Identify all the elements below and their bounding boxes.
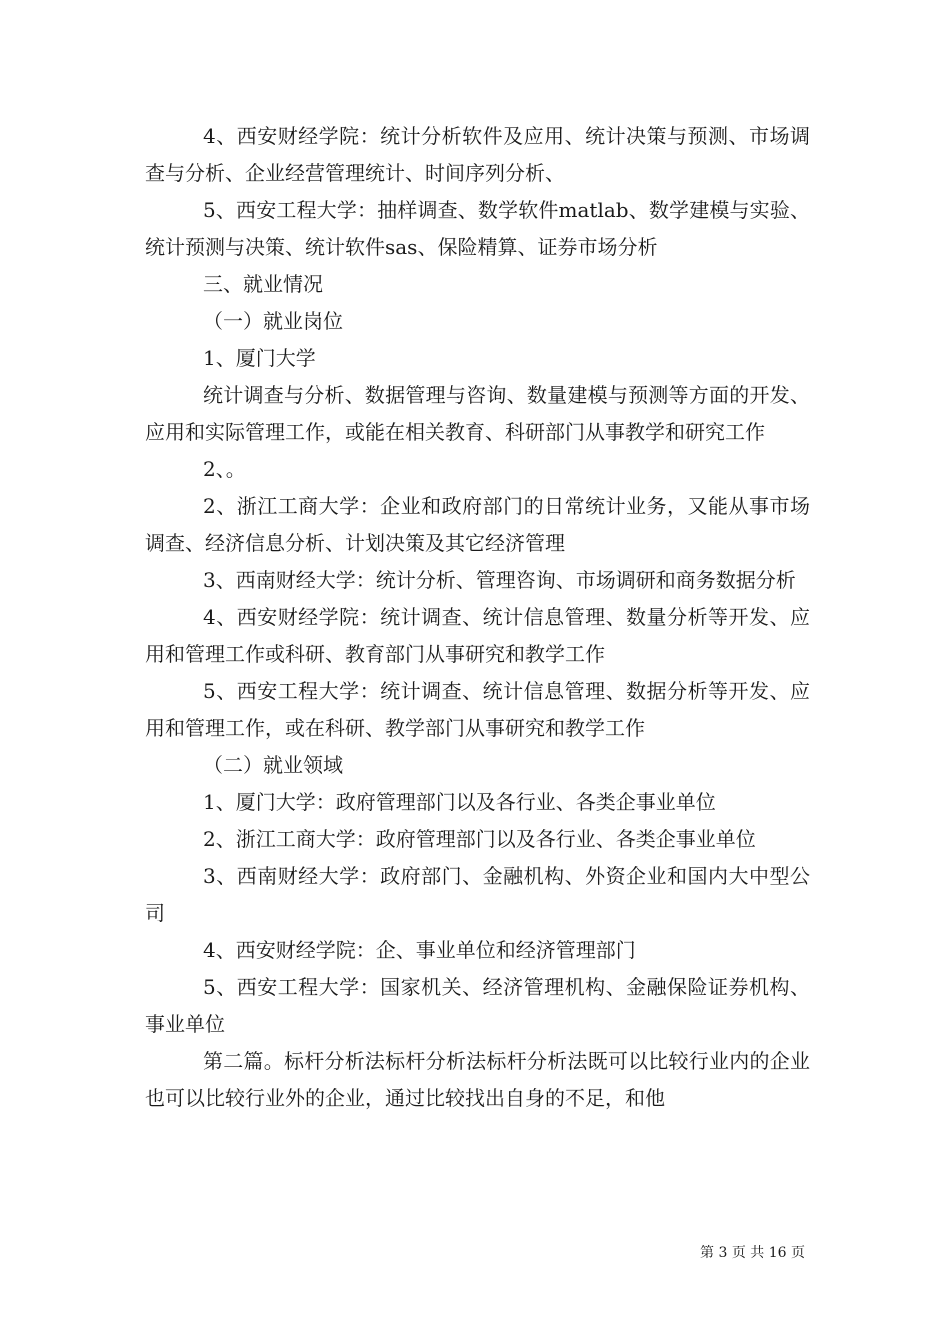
paragraph-9: 3、西南财经大学：统计分析、管理咨询、市场调研和商务数据分析 <box>203 568 796 592</box>
paragraph-14: 2、浙江工商大学：政府管理部门以及各行业、各类企事业单位 <box>203 827 756 851</box>
document-body <box>145 118 810 1117</box>
section-heading-employment: 三、就业情况 <box>203 272 323 296</box>
subsection-heading-fields: （二）就业领域 <box>203 753 343 777</box>
page-number-footer: 第 3 页 共 16 页 <box>700 1245 805 1261</box>
paragraph-7: 2、。 <box>203 457 246 481</box>
paragraph-10: 4、西安财经学院：统计调查、统计信息管理、数量分析等开发、应用和管理工作或科研、教育部门从事研究和教学工作 <box>145 605 810 666</box>
paragraph-13: 1、厦门大学：政府管理部门以及各行业、各类企事业单位 <box>203 790 716 814</box>
paragraph-2: 5、西安工程大学：抽样调查、数学软件matlab、数学建模与实验、统计预测与决策、统计软件sas、保险精算、证券市场分析 <box>145 198 810 259</box>
subsection-heading-positions: （一）就业岗位 <box>203 309 343 333</box>
paragraph-5: 1、厦门大学 <box>203 346 316 370</box>
paragraph-16: 4、西安财经学院：企、事业单位和经济管理部门 <box>203 938 636 962</box>
paragraph-6: 统计调查与分析、数据管理与咨询、数量建模与预测等方面的开发、应用和实际管理工作，或能在相关教育、科研部门从事教学和研究工作 <box>145 383 810 444</box>
paragraph-11: 5、西安工程大学：统计调查、统计信息管理、数据分析等开发、应用和管理工作，或在科研、教学部门从事研究和教学工作 <box>145 679 810 740</box>
paragraph-8: 2、浙江工商大学：企业和政府部门的日常统计业务，又能从事市场调查、经济信息分析、计划决策及其它经济管理 <box>145 494 810 555</box>
paragraph-17: 5、西安工程大学：国家机关、经济管理机构、金融保险证券机构、事业单位 <box>145 975 810 1036</box>
paragraph-18: 第二篇。标杆分析法标杆分析法标杆分析法既可以比较行业内的企业也可以比较行业外的企业，通过比较找出自身的不足，和他 <box>145 1049 810 1110</box>
paragraph-1: 4、西安财经学院：统计分析软件及应用、统计决策与预测、市场调查与分析、企业经营管理统计、时间序列分析、 <box>145 124 810 185</box>
paragraph-15: 3、西南财经大学：政府部门、金融机构、外资企业和国内大中型公司 <box>145 864 810 925</box>
